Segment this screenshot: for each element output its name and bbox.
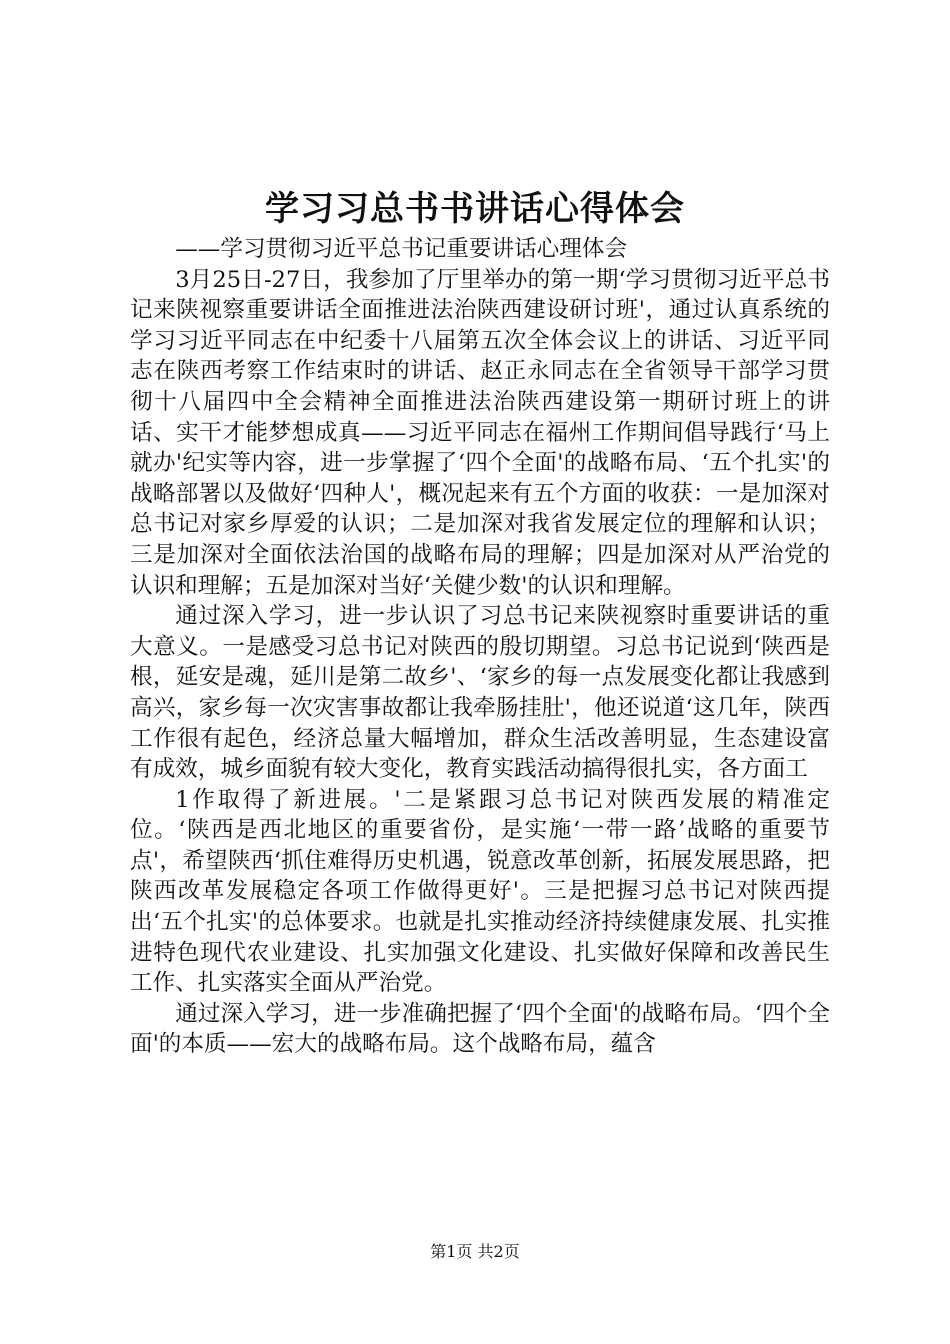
paragraph: 通过深入学习，进一步认识了习总书记来陕视察时重要讲话的重大意义。一是感受习总书记对陕西的殷切期望。习总书记说到‘陕西是根，延安是魂，延川是第二故乡'、‘家乡的每一点发展变化都让我感到高兴，家乡每一次灾害事故都让我牵肠挂肚'，他还说道‘这几年，陕西工作很有起色，经济总量大幅增加，群众生活改善明显，生态建设富有成效，城乡面貌有较大变化，教育实践活动搞得很扎实，各方面工 [130,603,830,783]
page-title: 学习习总书书讲话心得体会 [265,189,685,229]
paragraph: 3月25日-27日，我参加了厅里举办的第一期‘学习贯彻习近平总书记来陕视察重要讲话全面推进法治陕西建设研讨班'，通过认真系统的学习习近平同志在中纪委十八届第五次全体会议上的讲话、习近平同志在陕西考察工作结束时的讲话、赵正永同志在全省领导干部学习贯彻十八届四中全会精神全面推进法治陕西建设第一期研讨班上的讲话、实干才能梦想成真——习近平同志在福州工作期间倡导践行‘马上就办'纪实等内容，进一步掌握了‘四个全面'的战略布局、‘五个扎实'的战略部署以及做好‘四种人'，概况起来有五个方面的收获：一是加深对总书记对家乡厚爱的认识；二是加深对我省发展定位的理解和认识；三是加深对全面依法治国的战略布局的理解；四是加深对从严治党的认识和理解；五是加深对当好‘关健少数'的认识和理解。 [130,266,830,599]
subtitle: ——学习贯彻习近平总书记重要讲话心理体会 [175,236,628,262]
document-body [130,234,830,1060]
paragraph: 通过深入学习，进一步准确把握了‘四个全面'的战略布局。‘四个全面'的本质——宏大的战略布局。这个战略布局，蕴含 [130,1000,830,1058]
paragraph: 1作取得了新进展。'二是紧跟习总书记对陕西发展的精准定位。‘陕西是西北地区的重要省份，是实施‘一带一路’战略的重要节点'，希望陕西‘抓住难得历史机遇，锐意改革创新，拓展发展思路，把陕西改革发展稳定各项工作做得更好'。三是把握习总书记对陕西提出‘五个扎实'的总体要求。也就是扎实推动经济持续健康发展、扎实推进特色现代农业建设、扎实加强文化建设、扎实做好保障和改善民生工作、扎实落实全面从严治党。 [130,786,830,997]
page-footer: 第1页 共2页 [430,1242,520,1261]
